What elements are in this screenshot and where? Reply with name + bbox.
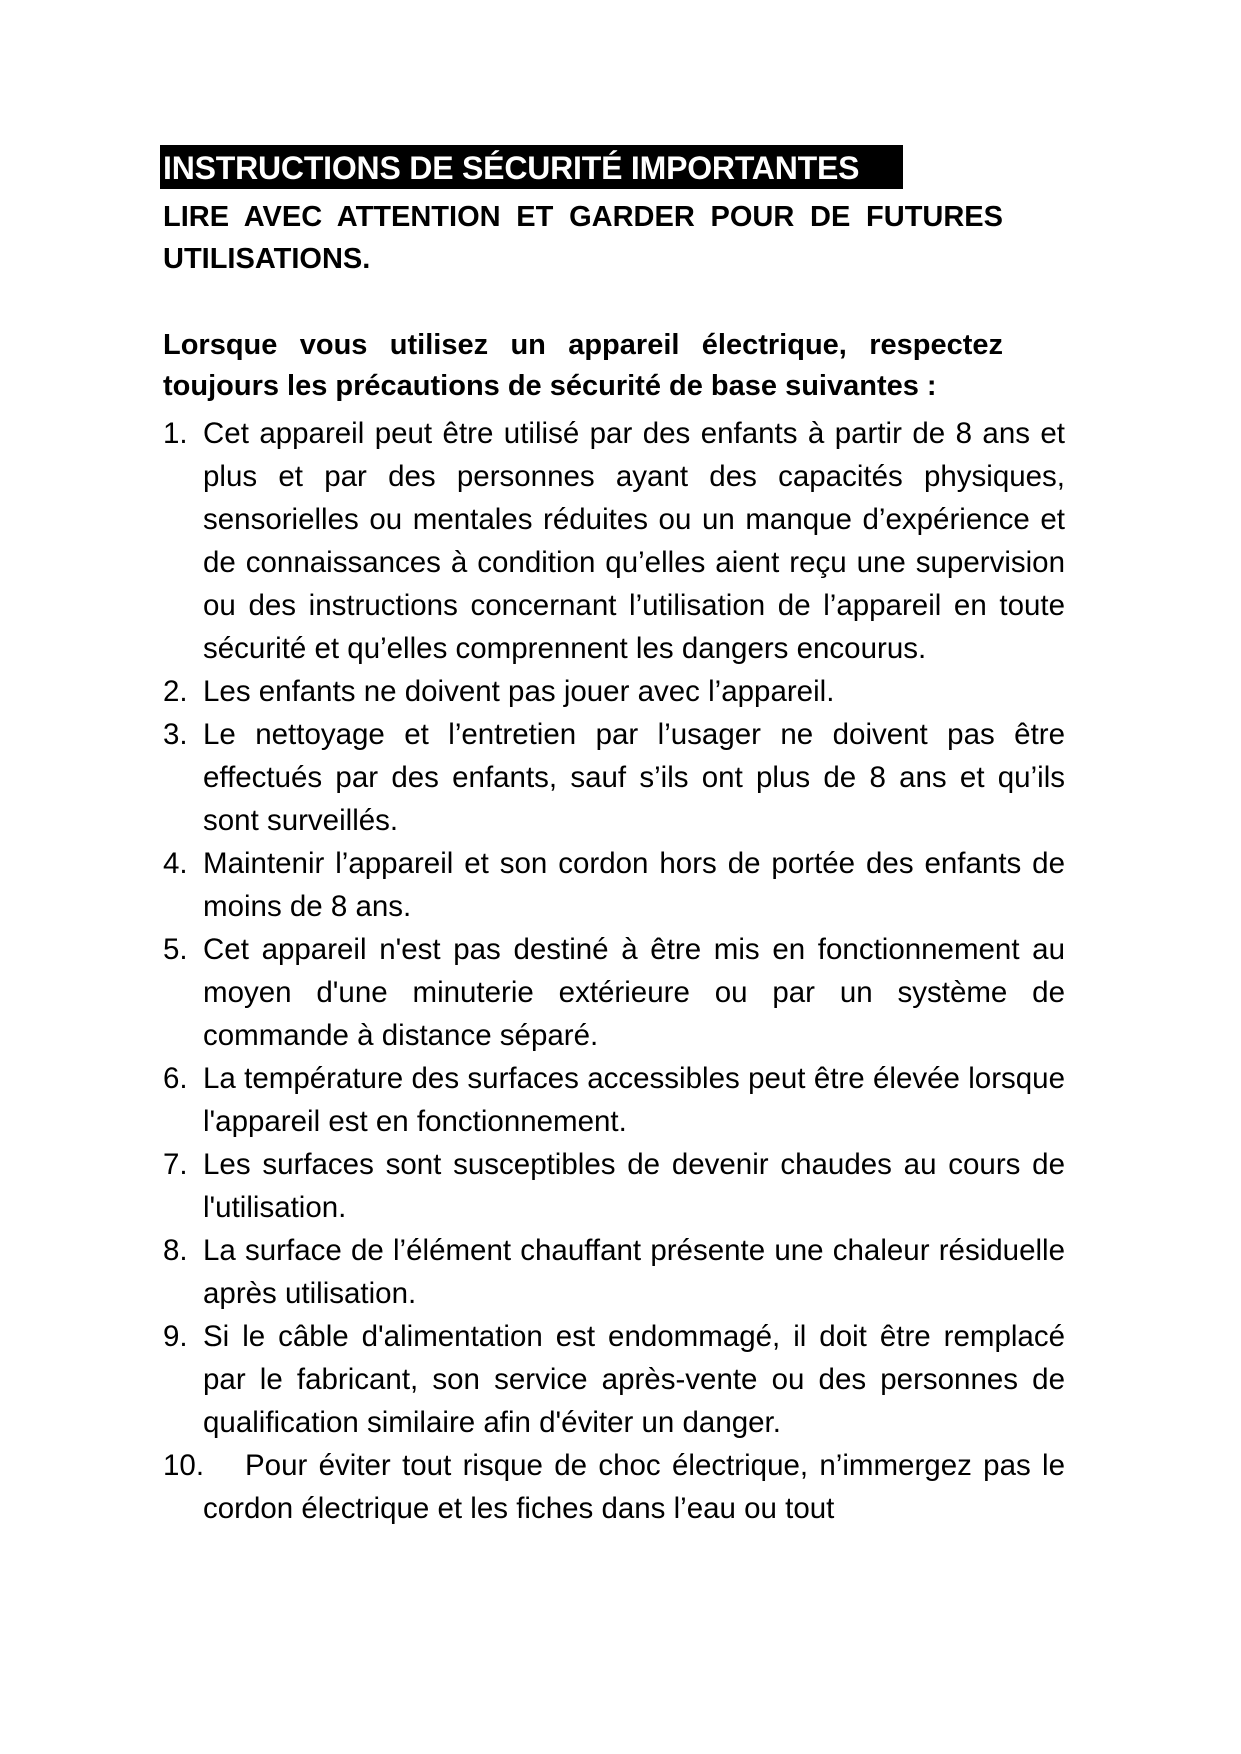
page-title: INSTRUCTIONS DE SÉCURITÉ IMPORTANTES bbox=[163, 150, 860, 186]
item-text: Si le câble d'alimentation est endommagé, il doit être remplacé par le fabricant, son service après-vente ou des personnes de qualification similaire afin d'éviter un danger. bbox=[203, 1320, 1065, 1439]
page-subtitle: LIRE AVEC ATTENTION ET GARDER POUR DE FUTURES UTILISATIONS. bbox=[163, 201, 1003, 275]
list-item bbox=[163, 713, 1065, 842]
item-number: 2. bbox=[163, 675, 188, 708]
list-item bbox=[163, 1057, 1065, 1143]
list-item bbox=[163, 1229, 1065, 1315]
intro-paragraph: Lorsque vous utilisez un appareil électrique, respectez toujours les précautions de sécurité de base suivantes : bbox=[163, 329, 1003, 402]
safety-instructions-list bbox=[163, 412, 1065, 1530]
item-text: La température des surfaces accessibles peut être élevée lorsque l'appareil est en fonctionnement. bbox=[203, 1062, 1065, 1138]
item-text: Les enfants ne doivent pas jouer avec l’appareil. bbox=[203, 675, 835, 708]
item-text: Pour éviter tout risque de choc électrique, n’immergez pas le cordon électrique et les fiches dans l’eau ou tout bbox=[203, 1449, 1065, 1525]
list-item bbox=[163, 928, 1065, 1057]
list-item bbox=[163, 670, 1065, 713]
list-item bbox=[163, 1444, 1065, 1530]
item-text: Les surfaces sont susceptibles de devenir chaudes au cours de l'utilisation. bbox=[203, 1148, 1065, 1224]
item-number: 1. bbox=[163, 417, 188, 450]
item-number: 7. bbox=[163, 1148, 188, 1181]
item-text: Maintenir l’appareil et son cordon hors de portée des enfants de moins de 8 ans. bbox=[203, 847, 1065, 923]
item-number: 10. bbox=[163, 1449, 205, 1482]
list-item bbox=[163, 412, 1065, 670]
item-text: Le nettoyage et l’entretien par l’usager ne doivent pas être effectués par des enfants, sauf s’ils ont plus de 8 ans et qu’ils sont surveillés. bbox=[203, 718, 1065, 837]
item-number: 9. bbox=[163, 1320, 188, 1353]
list-item bbox=[163, 1143, 1065, 1229]
item-number: 8. bbox=[163, 1234, 188, 1267]
item-number: 4. bbox=[163, 847, 188, 880]
item-text: Cet appareil n'est pas destiné à être mis en fonctionnement au moyen d'une minuterie extérieure ou par un système de commande à distance séparé. bbox=[203, 933, 1065, 1052]
item-number: 6. bbox=[163, 1062, 188, 1095]
list-item bbox=[163, 1315, 1065, 1444]
item-number: 5. bbox=[163, 933, 188, 966]
item-text: Cet appareil peut être utilisé par des enfants à partir de 8 ans et plus et par des personnes ayant des capacités physiques, sensorielles ou mentales réduites ou un manque d’expérience et de connaissances à condition qu’elles aient reçu une supervision ou des instructions concernant l’utilisation de l’appareil en toute sécurité et qu’elles comprennent les dangers encourus. bbox=[203, 417, 1065, 665]
item-text: La surface de l’élément chauffant présente une chaleur résiduelle après utilisation. bbox=[203, 1234, 1065, 1310]
list-item bbox=[163, 842, 1065, 928]
item-number: 3. bbox=[163, 718, 188, 751]
